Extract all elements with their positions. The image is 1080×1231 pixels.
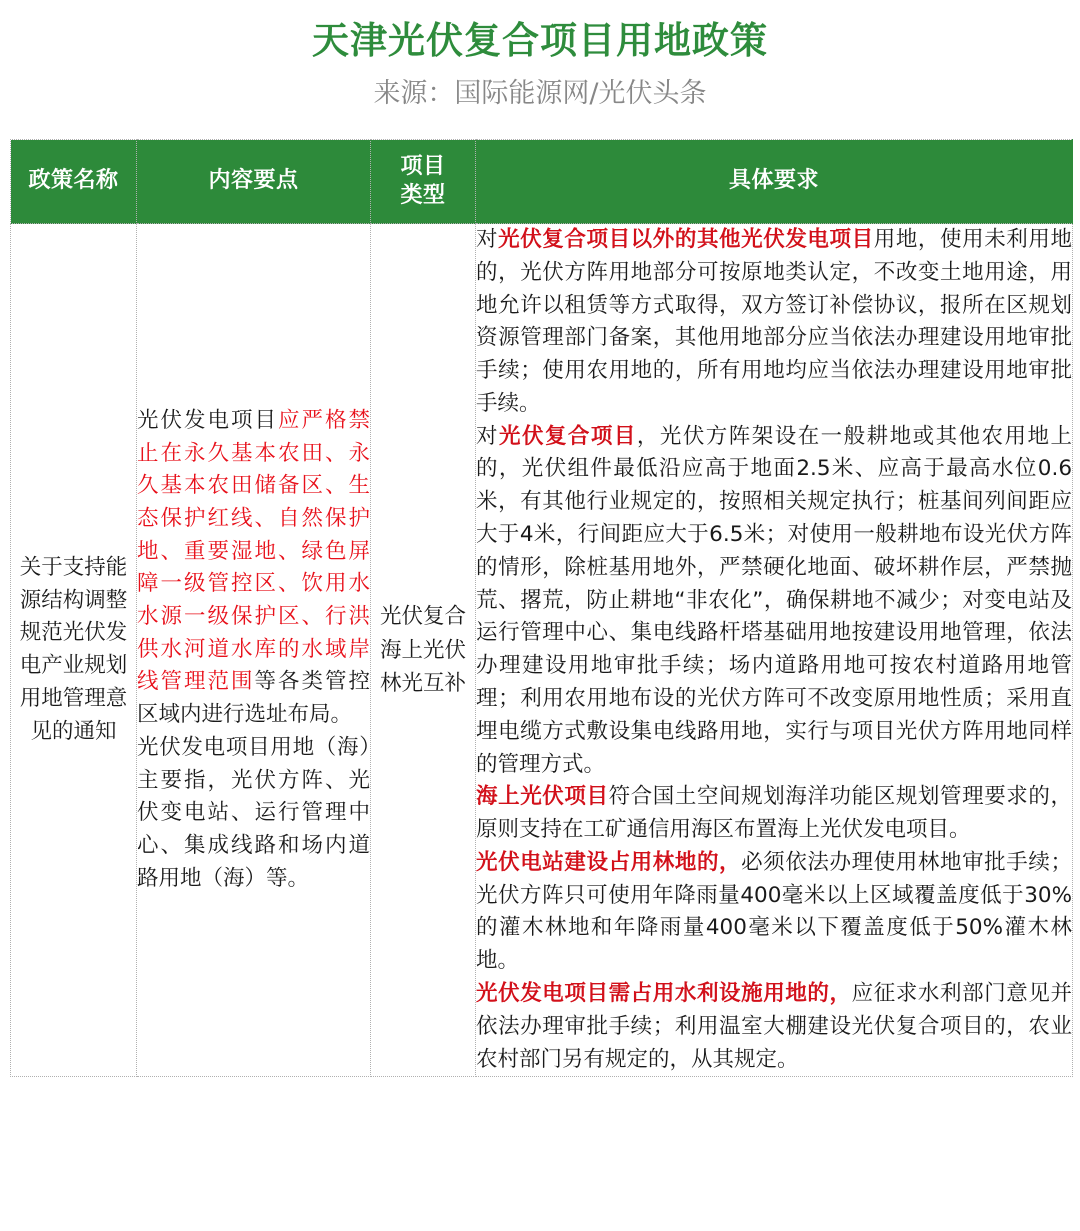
content-points-black-lead: 光伏发电项目 [137,408,278,434]
content-points-paragraph-2: 光伏发电项目用地（海）主要指，光伏方阵、光伏变电站、运行管理中心、集成线路和场内道路用地（海）等。 [137,734,370,891]
column-header-project-type [371,140,476,224]
page-subtitle: 来源：国际能源网/光伏头条 [373,78,707,110]
project-type-line-2: 海上光伏 [379,637,466,663]
header-block [0,0,1080,125]
requirements-paragraph-4 [476,847,1072,978]
column-header-content-points: 内容要点 [137,140,371,224]
req-p2-body: ，光伏方阵架设在一般耕地或其他农用地上的，光伏组件最低沿应高于地面2.5米、应高于最高水位0.6米，有其他行业规定的，按照相关规定执行；桩基间列间距应大于4米，行间距应大于6.5米；对使用一般耕地布设光伏方阵的情形，除桩基用地外，严禁硬化地面、破坏耕作层，严禁抛荒、撂荒，防止耕地“非农化”，确保耕地不减少；对变电站及运行管理中心、集电线路杆塔基础用地按建设用地管理，依法办理建设用地审批手续；场内道路用地可按农村道路用地管理；利用农用地布设的光伏方阵可不改变原用地性质；采用直埋电缆方式敷设集电线路用地，实行与项目光伏方阵用地同样的管理方式。 [476,423,1072,777]
req-p1-highlight: 光伏复合项目以外的其他光伏发电项目 [498,227,874,252]
policy-table-container [10,139,1072,1077]
cell-requirements [476,224,1073,1077]
column-header-requirements: 具体要求 [476,140,1073,224]
req-p1-lead: 对 [476,227,499,252]
req-p5-highlight: 光伏发电项目需占用水利设施用地的， [476,980,852,1006]
table-row [11,224,1073,1077]
content-points-red-highlight: 应严格禁止在永久基本农田、永久基本农田储备区、生态保护红线、自然保护地、重要湿地、绿色屏障一级管控区、饮用水水源一级保护区、行洪供水河道水库的水域岸线管理范围 [137,408,370,695]
project-type-line-1: 光伏复合 [379,604,466,630]
column-header-project-type-line2: 类型 [400,182,446,208]
column-header-policy-name: 政策名称 [11,140,137,224]
cell-project-type [371,224,476,1077]
column-header-project-type-line1: 项目 [400,154,446,180]
req-p4-body: 必须依法办理使用林地审批手续；光伏方阵只可使用年降雨量400毫米以上区域覆盖度低于30%的灌木林地和年降雨量400毫米以下覆盖度低于50%灌木林地。 [476,849,1072,974]
requirements-paragraph-1 [476,224,1072,421]
policy-table [10,139,1073,1077]
table-header-row [11,140,1073,224]
req-p3-highlight: 海上光伏项目 [476,784,609,810]
table-header [11,140,1073,224]
req-p2-highlight: 光伏复合项目 [498,423,637,449]
cell-policy-name: 关于支持能源结构调整规范光伏发电产业规划用地管理意见的通知 [11,224,137,1077]
cell-content-points [137,224,371,1077]
table-body [11,224,1073,1077]
page-title: 天津光伏复合项目用地政策 [312,19,768,62]
req-p1-body: 用地，使用未利用地的，光伏方阵用地部分可按原地类认定，不改变土地用途，用地允许以租赁等方式取得，双方签订补偿协议，报所在区规划资源管理部门备案，其他用地部分应当依法办理建设用地审批手续；使用农用地的，所有用地均应当依法办理建设用地审批手续。 [476,227,1072,416]
requirements-paragraph-3 [476,781,1072,847]
content-points-black-tail: 等各类管控区域内进行选址布局。 [137,669,370,728]
req-p4-highlight: 光伏电站建设占用林地的， [476,849,742,875]
content-points-paragraph-1 [137,405,370,732]
requirements-paragraph-2 [476,421,1072,782]
project-type-line-3: 林光互补 [379,670,466,696]
requirements-paragraph-5 [476,978,1072,1076]
req-p2-lead: 对 [476,423,499,449]
req-p5-body: 应征求水利部门意见并依法办理审批手续；利用温室大棚建设光伏复合项目的，农业农村部门另有规定的，从其规定。 [476,980,1072,1072]
req-p3-body: 符合国土空间规划海洋功能区规划管理要求的，原则支持在工矿通信用海区布置海上光伏发电项目。 [476,784,1072,843]
